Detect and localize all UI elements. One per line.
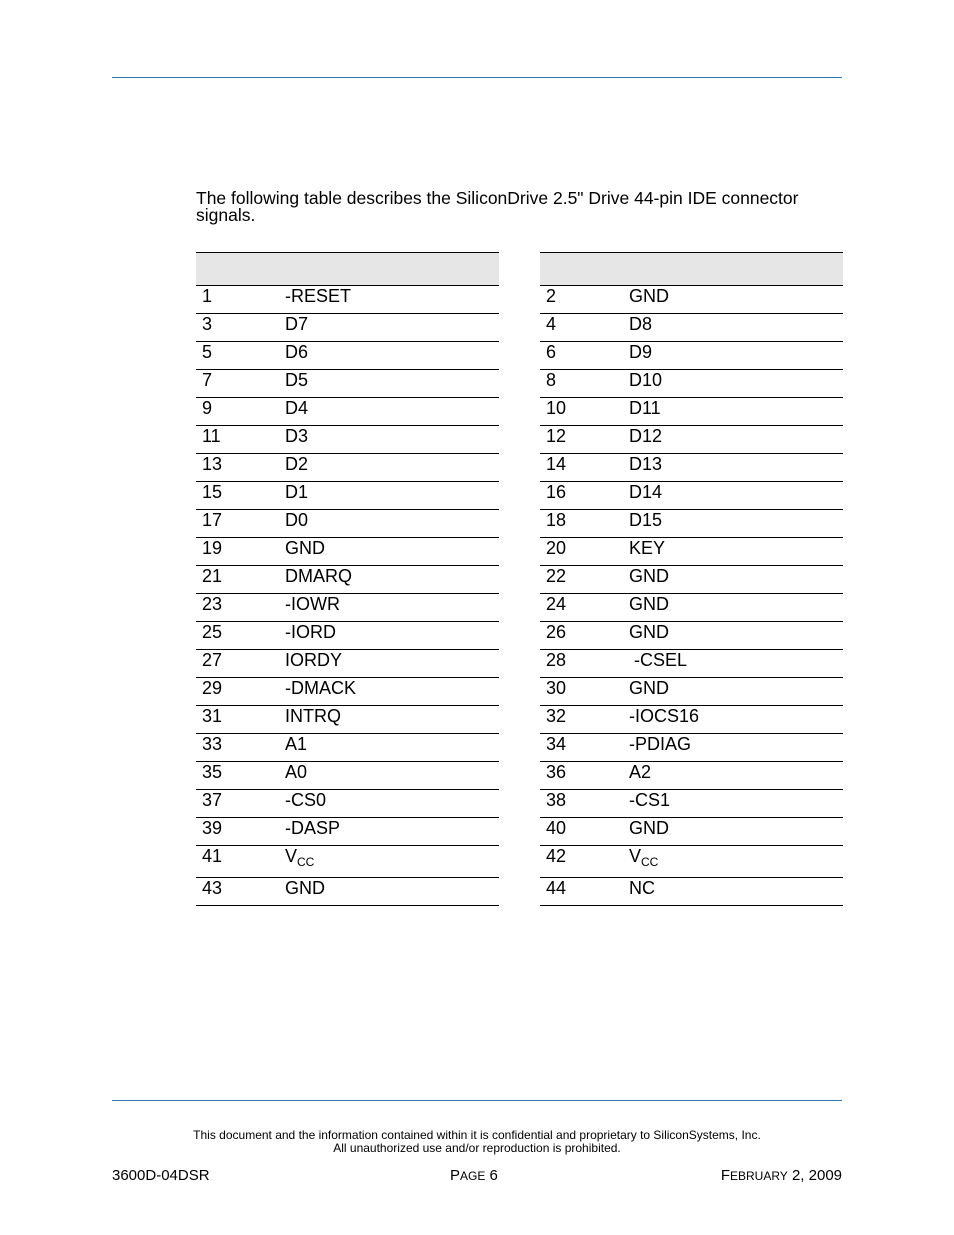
date-day-year: 2, 2009 (791, 1167, 842, 1184)
signal-cell (623, 370, 843, 398)
signal-name: -IOCS16 (629, 706, 700, 726)
pin-table-even (540, 252, 843, 906)
pin-number: 2 (540, 286, 623, 314)
signal-cell (279, 538, 499, 566)
table-row (196, 342, 499, 370)
signal-name: D14 (629, 482, 663, 502)
table-row (540, 622, 843, 650)
signal-name: GND (629, 818, 669, 838)
signal-name: -DASP (285, 818, 341, 838)
footer-rule (112, 1100, 842, 1101)
table-row (196, 398, 499, 426)
pin-number: 6 (540, 342, 623, 370)
pin-number: 18 (540, 510, 623, 538)
table-row (540, 878, 843, 906)
signal-cell (279, 314, 499, 342)
signal-name: GND (629, 622, 669, 642)
page-label (450, 1167, 498, 1185)
signal-cell (279, 286, 499, 314)
page-label-rest: AGE (460, 1169, 486, 1183)
signal-cell (623, 594, 843, 622)
signal-cell (279, 454, 499, 482)
signal-name: -DMACK (285, 678, 356, 698)
table-row (540, 762, 843, 790)
document-date (721, 1167, 842, 1185)
pin-number: 11 (196, 426, 279, 454)
table-row (196, 818, 499, 846)
page-number: 6 (489, 1167, 498, 1184)
signal-cell (623, 878, 843, 906)
table-row (540, 482, 843, 510)
pin-number: 8 (540, 370, 623, 398)
pin-number: 15 (196, 482, 279, 510)
signal-name: D5 (285, 370, 309, 390)
pin-number: 39 (196, 818, 279, 846)
table-row (196, 622, 499, 650)
signal-cell (623, 818, 843, 846)
pin-number: 3 (196, 314, 279, 342)
table-row (540, 538, 843, 566)
signal-name: A2 (629, 762, 652, 782)
signal-name: GND (629, 678, 669, 698)
signal-cell (279, 790, 499, 818)
signal-name: GND (629, 286, 669, 306)
table-row (540, 650, 843, 678)
signal-cell (279, 706, 499, 734)
pin-number: 1 (196, 286, 279, 314)
signal-cell (623, 846, 843, 878)
pin-number: 32 (540, 706, 623, 734)
table-row (540, 706, 843, 734)
pin-table-odd (196, 252, 499, 906)
table-header-row (540, 253, 843, 286)
signal-cell (279, 398, 499, 426)
pin-number: 5 (196, 342, 279, 370)
table-header-cell (540, 253, 843, 286)
pin-number: 26 (540, 622, 623, 650)
table-row (196, 790, 499, 818)
signal-cell (623, 398, 843, 426)
pin-number: 7 (196, 370, 279, 398)
signal-cell (623, 622, 843, 650)
signal-name: -PDIAG (629, 734, 692, 754)
signal-name: D4 (285, 398, 309, 418)
table-row (196, 706, 499, 734)
pin-table-even-body (540, 286, 843, 906)
signal-name: D12 (629, 426, 663, 446)
pin-number: 40 (540, 818, 623, 846)
table-row (540, 314, 843, 342)
pin-number: 30 (540, 678, 623, 706)
signal-name: D2 (285, 454, 309, 474)
confidentiality-notice-line2: All unauthorized use and/or reproduction is prohibited. (333, 1141, 621, 1155)
signal-cell (279, 482, 499, 510)
signal-name: KEY (629, 538, 666, 558)
signal-cell (623, 426, 843, 454)
pin-table-odd-body (196, 286, 499, 906)
signal-cell (279, 818, 499, 846)
table-row (540, 510, 843, 538)
signal-cell (279, 510, 499, 538)
table-header-row (196, 253, 499, 286)
table-row (196, 454, 499, 482)
signal-cell (623, 286, 843, 314)
signal-name: D8 (629, 314, 653, 334)
signal-cell (279, 342, 499, 370)
signal-name: -IOWR (285, 594, 340, 614)
pin-number: 16 (540, 482, 623, 510)
table-row (196, 734, 499, 762)
table-row (196, 426, 499, 454)
signal-name: D10 (629, 370, 663, 390)
signal-name: D7 (285, 314, 309, 334)
table-row (196, 846, 499, 878)
signal-name: NC (629, 878, 655, 898)
table-row (540, 398, 843, 426)
signal-name: -RESET (285, 286, 352, 306)
pin-number: 19 (196, 538, 279, 566)
table-row (196, 678, 499, 706)
table-row (540, 734, 843, 762)
signal-name: D6 (285, 342, 309, 362)
signal-name: DMARQ (285, 566, 352, 586)
signal-cell (279, 426, 499, 454)
signal-cell (279, 566, 499, 594)
pin-number: 28 (540, 650, 623, 678)
table-row (196, 762, 499, 790)
signal-cell (623, 790, 843, 818)
pin-number: 33 (196, 734, 279, 762)
table-row (196, 286, 499, 314)
signal-name: GND (629, 566, 669, 586)
signal-name: -CS1 (629, 790, 671, 810)
table-row (540, 818, 843, 846)
signal-cell (623, 762, 843, 790)
pin-number: 27 (196, 650, 279, 678)
signal-cell (623, 706, 843, 734)
signal-cell (623, 342, 843, 370)
signal-name: V (285, 846, 298, 866)
table-row (196, 482, 499, 510)
signal-name: D11 (629, 398, 661, 418)
signal-name: -CSEL (629, 650, 688, 670)
pin-number: 35 (196, 762, 279, 790)
signal-name: D13 (629, 454, 663, 474)
signal-cell (623, 650, 843, 678)
pin-number: 44 (540, 878, 623, 906)
table-row (540, 370, 843, 398)
date-month-initial: F (720, 1167, 730, 1184)
table-row (540, 594, 843, 622)
pin-number: 37 (196, 790, 279, 818)
signal-name: A1 (285, 734, 308, 754)
signal-cell (623, 454, 843, 482)
signal-name: -IORD (285, 622, 336, 642)
pin-number: 41 (196, 846, 279, 878)
pin-number: 36 (540, 762, 623, 790)
header-rule (112, 77, 842, 78)
table-header-cell (196, 253, 499, 286)
table-row (540, 566, 843, 594)
signal-name: D0 (285, 510, 309, 530)
table-row (540, 454, 843, 482)
table-row (196, 878, 499, 906)
pin-number: 9 (196, 398, 279, 426)
signal-name: V (629, 846, 642, 866)
table-row (540, 790, 843, 818)
signal-name: D1 (285, 482, 309, 502)
pin-number: 22 (540, 566, 623, 594)
table-row (540, 846, 843, 878)
pin-number: 13 (196, 454, 279, 482)
pin-number: 23 (196, 594, 279, 622)
signal-name: A0 (285, 762, 308, 782)
intro-paragraph: The following table describes the SiliconDrive 2.5" Drive 44-pin IDE connector signals. (196, 188, 799, 225)
signal-name: GND (285, 538, 325, 558)
pin-number: 17 (196, 510, 279, 538)
signal-name: IORDY (285, 650, 343, 670)
document-number: 3600D-04DSR (112, 1167, 210, 1184)
pin-number: 21 (196, 566, 279, 594)
confidentiality-notice-line1: This document and the information contained within it is confidential and proprietary to SiliconSystems, Inc. (193, 1128, 761, 1142)
table-row (196, 510, 499, 538)
signal-cell (279, 370, 499, 398)
signal-cell (623, 538, 843, 566)
pin-number: 4 (540, 314, 623, 342)
table-row (540, 426, 843, 454)
pin-number: 24 (540, 594, 623, 622)
signal-cell (623, 510, 843, 538)
table-row (196, 314, 499, 342)
signal-name: D9 (629, 342, 653, 362)
signal-cell (623, 678, 843, 706)
signal-cell (623, 314, 843, 342)
signal-name: GND (285, 878, 325, 898)
pin-number: 25 (196, 622, 279, 650)
pin-number: 12 (540, 426, 623, 454)
pin-number: 43 (196, 878, 279, 906)
signal-cell (279, 734, 499, 762)
signal-cell (279, 650, 499, 678)
signal-name: INTRQ (285, 706, 341, 726)
signal-cell (279, 678, 499, 706)
table-row (196, 566, 499, 594)
signal-cell (623, 734, 843, 762)
table-row (540, 286, 843, 314)
signal-cell (279, 762, 499, 790)
page-label-initial: P (450, 1167, 461, 1184)
pin-number: 10 (540, 398, 623, 426)
signal-cell (623, 482, 843, 510)
table-row (540, 342, 843, 370)
signal-name: -CS0 (285, 790, 327, 810)
pin-number: 42 (540, 846, 623, 878)
signal-cell (623, 566, 843, 594)
table-row (196, 538, 499, 566)
signal-subscript: CC (297, 855, 315, 869)
signal-cell (279, 846, 499, 878)
table-row (196, 650, 499, 678)
signal-cell (279, 622, 499, 650)
signal-name: D3 (285, 426, 309, 446)
pin-number: 34 (540, 734, 623, 762)
signal-name: D15 (629, 510, 663, 530)
signal-cell (279, 594, 499, 622)
pin-number: 20 (540, 538, 623, 566)
table-row (196, 594, 499, 622)
signal-subscript: CC (641, 855, 659, 869)
date-month-rest: EBRUARY (729, 1169, 788, 1183)
pin-number: 14 (540, 454, 623, 482)
pin-number: 29 (196, 678, 279, 706)
signal-name: GND (629, 594, 669, 614)
pin-number: 31 (196, 706, 279, 734)
table-row (540, 678, 843, 706)
table-row (196, 370, 499, 398)
pin-number: 38 (540, 790, 623, 818)
signal-cell (279, 878, 499, 906)
